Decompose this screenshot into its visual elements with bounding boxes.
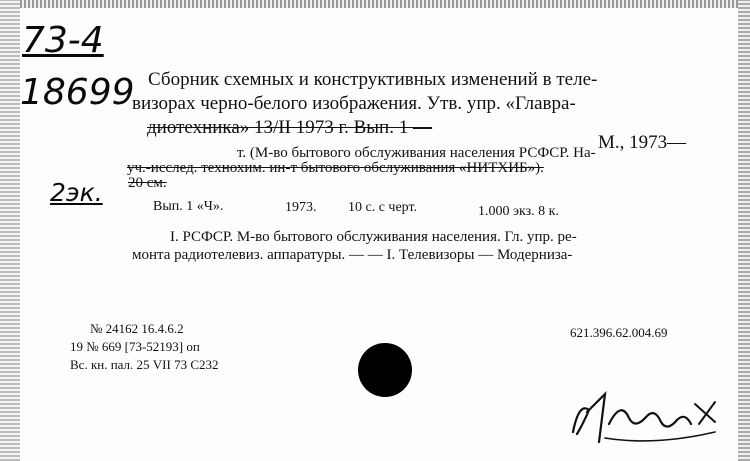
footer-order-number: 19 № 669 [73-52193] оп [70, 339, 200, 354]
punch-hole [358, 343, 412, 397]
entry-issue-year: 1973. [285, 200, 317, 215]
entry-copies-printed: 1.000 экз. 8 к. [478, 204, 559, 219]
entry-publisher-line-2: уч.-исслед. технохим. ин-т бытового обслуживания «НИТХИБ»). [127, 160, 544, 176]
handwritten-signature [565, 372, 725, 452]
card-right-edge [738, 0, 750, 461]
card-top-edge [0, 0, 750, 8]
footer-card-number: № 24162 16.4.6.2 [90, 321, 184, 336]
handwritten-copies-note: 2эк. [50, 178, 103, 207]
entry-title-line-1: Сборник схемных и конструктивных изменений в теле- [148, 69, 598, 90]
entry-size: 20 см. [128, 175, 167, 191]
entry-imprint-end: М., 1973— [598, 132, 687, 153]
entry-title-line-2: визорах черно-белого изображения. Утв. упр. «Главра- [132, 93, 576, 114]
entry-subject-line-1: I. РСФСР. М-во бытового обслуживания населения. Гл. упр. ре- [170, 229, 577, 245]
entry-publisher-line-1: т. (М-во бытового обслуживания населения РСФСР. На- [237, 145, 596, 161]
entry-issue: Вып. 1 «Ч». [153, 199, 224, 214]
handwritten-shelfmark-top: 73-4 [22, 20, 104, 61]
entry-subject-line-2: монта радиотелевиз. аппаратуры. — — I. Телевизоры — Модерниза- [132, 247, 573, 263]
card-left-edge [0, 0, 20, 461]
footer-chronicle: Вс. кн. пал. 25 VII 73 С232 [70, 357, 219, 372]
footer-udc: 621.396.62.004.69 [570, 325, 668, 340]
entry-title-line-3: диотехника» 13/II 1973 г. Вып. 1 — [147, 117, 432, 138]
entry-pages: 10 с. с черт. [348, 200, 418, 215]
handwritten-shelfmark-number: 18699 [20, 72, 135, 113]
